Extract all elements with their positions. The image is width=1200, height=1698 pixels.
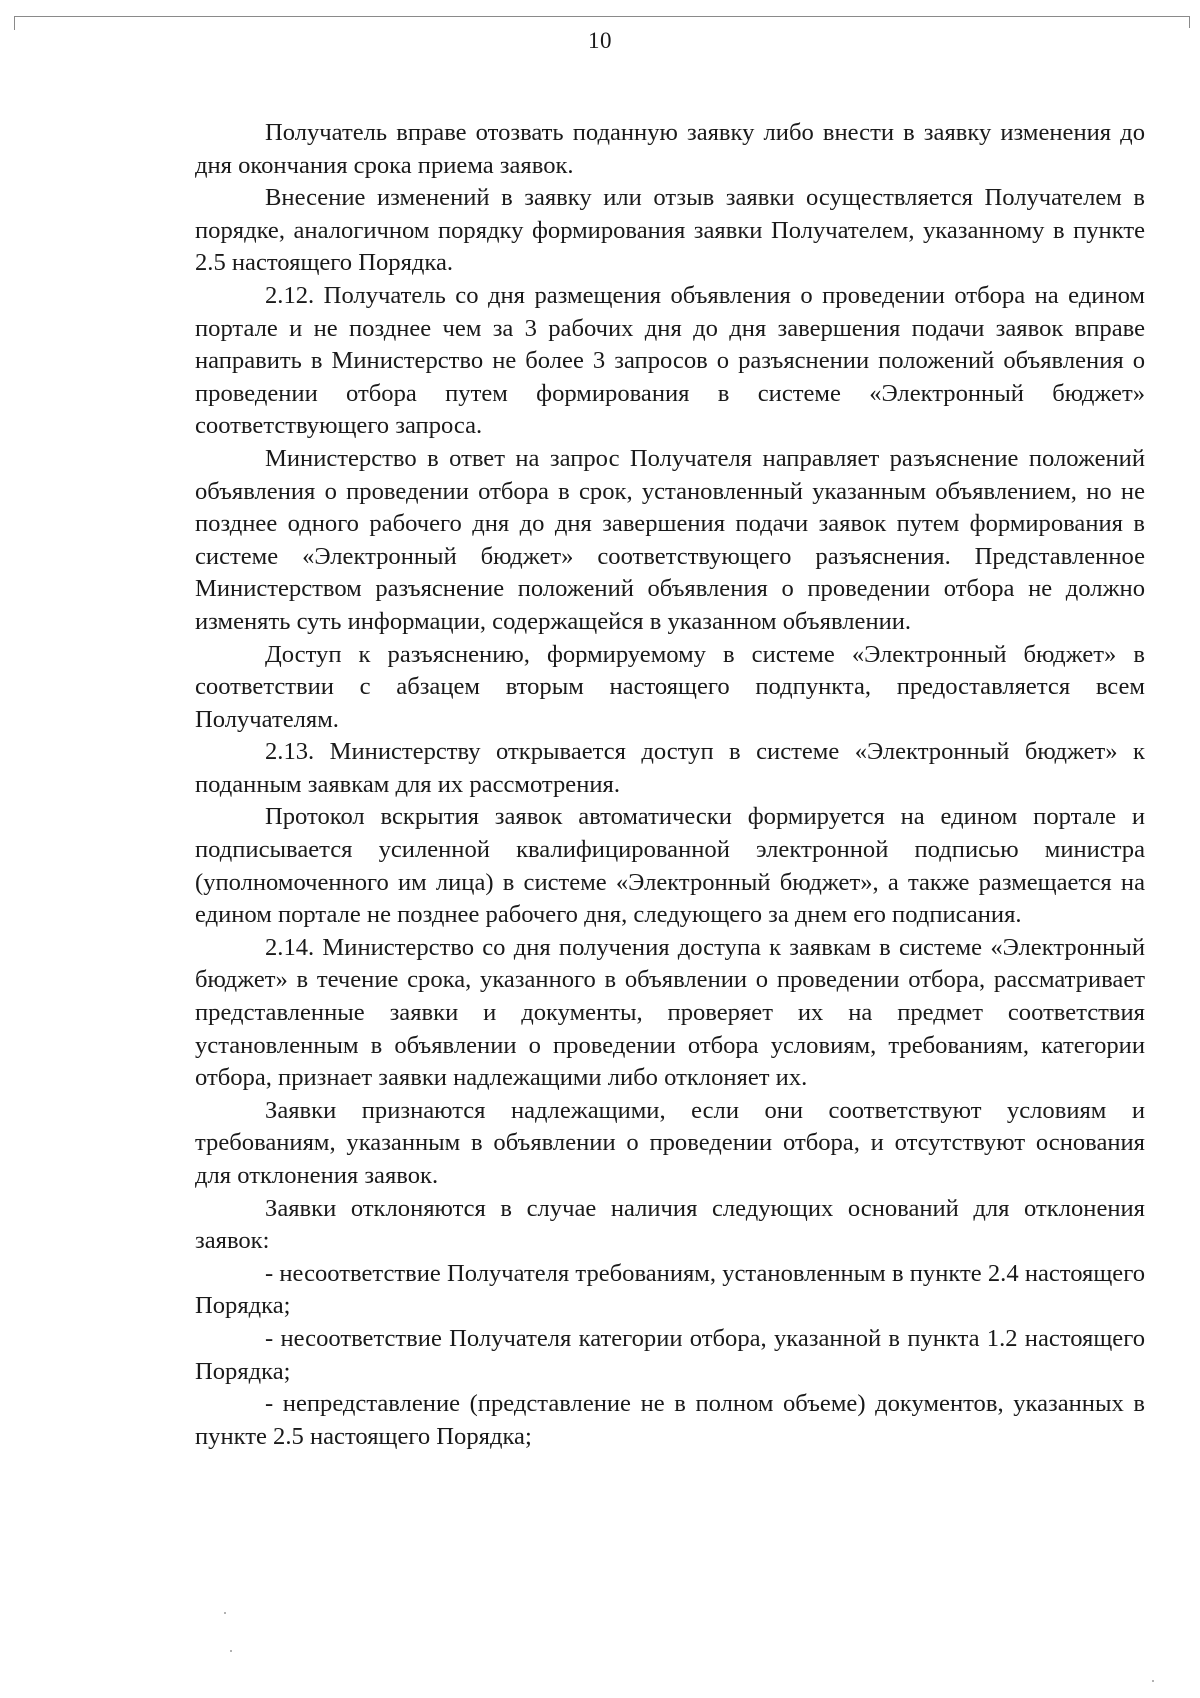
- list-item-missing-documents: - непредставление (представление не в полном объеме) документов, указанных в пункте 2.5 настоящего Порядка;: [195, 1390, 1145, 1450]
- list-item-requirements-mismatch: - несоответствие Получателя требованиям, установленным в пункте 2.4 настоящего Порядка;: [195, 1259, 1145, 1320]
- paragraph-ministry-response: Министерство в ответ на запрос Получателя направляет разъяснение положений объявления о проведении отбора в срок, установленный указанным объявлением, но не позднее одного рабочего дня до дня завершения подачи заявок путем формирования в системе «Электронный бюджет» соответствующего разъяснения. Представленное Министерством разъяснение положений объявления о проведении отбора не должно изменять суть информации, содержащейся в указанном объявлении.: [195, 444, 1145, 635]
- scan-speck: [224, 1612, 226, 1614]
- paragraph-2-14: 2.14. Министерство со дня получения доступа к заявкам в системе «Электронный бюджет» в течение срока, указанного в объявлении о проведении отбора, рассматривает представленные заявки и документы, проверяет их на предмет соответствия установленным в объявлении о проведении отбора условиям, требованиям, категории отбора, признает заявки надлежащими либо отклоняет их.: [195, 933, 1145, 1092]
- scan-border-top: [14, 16, 1190, 17]
- scan-speck: [1152, 1680, 1154, 1682]
- scan-border-right: [1189, 16, 1190, 28]
- document-body: [195, 117, 1145, 1453]
- paragraph-access-clarification: Доступ к разъяснению, формируемому в системе «Электронный бюджет» в соответствии с абзацем вторым настоящего подпункта, предоставляется всем Получателям.: [195, 640, 1145, 733]
- scan-speck: [230, 1650, 232, 1652]
- page-number: 10: [588, 28, 612, 53]
- paragraph-opening-protocol: Протокол вскрытия заявок автоматически формируется на едином портале и подписывается усиленной квалифицированной электронной подписью министра (уполномоченного им лица) в системе «Электронный бюджет», а также размещается на едином портале не позднее рабочего дня, следующего за днем его подписания.: [195, 803, 1145, 929]
- list-item-category-mismatch: - несоответствие Получателя категории отбора, указанной в пункта 1.2 настоящего Порядка;: [195, 1324, 1145, 1385]
- paragraph-withdraw-application: Получатель вправе отозвать поданную заявку либо внести в заявку изменения до дня окончания срока приема заявок.: [195, 119, 1145, 179]
- paragraph-amend-application: Внесение изменений в заявку или отзыв заявки осуществляется Получателем в порядке, аналогичном порядку формирования заявки Получателем, указанному в пункте 2.5 настоящего Порядка.: [195, 184, 1145, 277]
- paragraph-proper-applications: Заявки признаются надлежащими, если они соответствуют условиям и требованиям, указанным в объявлении о проведении отбора, и отсутствуют основания для отклонения заявок.: [195, 1096, 1145, 1189]
- paragraph-2-13: 2.13. Министерству открывается доступ в системе «Электронный бюджет» к поданным заявкам для их рассмотрения.: [195, 738, 1145, 798]
- paragraph-2-12: 2.12. Получатель со дня размещения объявления о проведении отбора на едином портале и не позднее чем за 3 рабочих дня до дня завершения подачи заявок вправе направить в Министерство не более 3 запросов о разъяснении положений объявления о проведении отбора путем формирования в системе «Электронный бюджет» соответствующего запроса.: [195, 281, 1145, 440]
- paragraph-rejection-grounds: Заявки отклоняются в случае наличия следующих оснований для отклонения заявок:: [195, 1194, 1145, 1255]
